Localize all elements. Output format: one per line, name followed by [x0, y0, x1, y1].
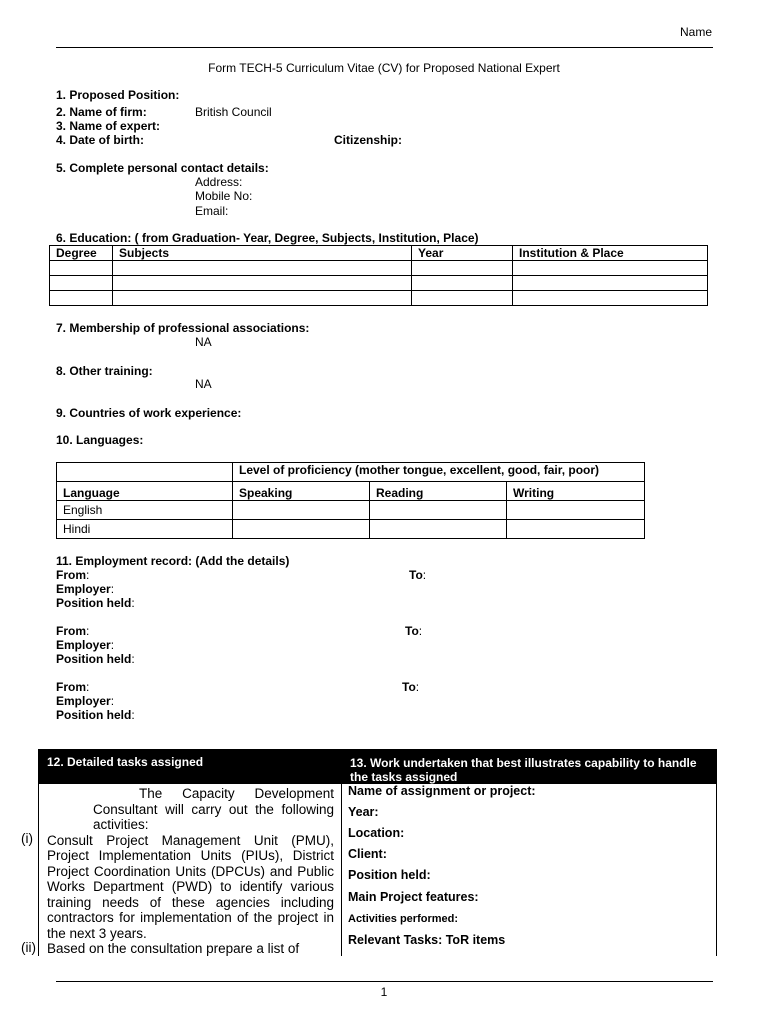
employer-label: Employer — [56, 638, 111, 652]
from-label: From — [56, 624, 86, 638]
position-held-label: Position held: — [348, 868, 431, 882]
table-row — [50, 291, 708, 306]
membership-value: NA — [195, 335, 212, 349]
header-name-label: Name — [679, 25, 712, 39]
employer-label: Employer — [56, 582, 111, 596]
table-row — [57, 520, 645, 539]
position-row — [56, 652, 135, 666]
colon: : — [415, 680, 420, 694]
page-number: 1 — [380, 985, 388, 999]
table-row — [57, 463, 645, 482]
from-row — [56, 624, 89, 638]
footer-rule — [56, 981, 713, 982]
table-header-cell: Reading — [370, 482, 507, 501]
activities-label: Activities performed: — [348, 913, 459, 925]
colon: : — [131, 652, 135, 666]
tasks-intro: The Capacity Development Consultant will carry out the following activities: — [93, 786, 334, 832]
task-marker: (ii) — [21, 940, 36, 955]
tasks-header-right: 13. Work undertaken that best illustrates capability to handle the tasks assigned — [342, 750, 716, 784]
table-cell[interactable] — [233, 501, 370, 520]
table-header-cell: Subjects — [113, 246, 412, 261]
education-title: 6. Education: ( from Graduation- Year, Degree, Subjects, Institution, Place) — [56, 231, 479, 245]
training-value: NA — [195, 377, 212, 391]
position-label: Position held — [56, 652, 132, 666]
table-row — [57, 482, 645, 501]
table-row — [50, 246, 708, 261]
language-name: English — [57, 501, 233, 520]
training-title: 8. Other training: — [56, 364, 153, 378]
table-header-cell: Speaking — [233, 482, 370, 501]
task-item: Consult Project Management Unit (PMU), Project Implementation Units (PIUs), District Project Coordination Units (DPCUs) and Public Works Department (PWD) to identify various training needs of these agencies including contractors for implementation of the project in the next 3 years. — [47, 832, 334, 941]
tasks-section — [38, 749, 717, 956]
table-cell[interactable] — [513, 291, 708, 306]
mobile-label: Mobile No: — [195, 189, 253, 203]
languages-title: 10. Languages: — [56, 433, 144, 447]
colon: : — [86, 568, 90, 582]
language-name: Hindi — [57, 520, 233, 539]
colon: : — [110, 694, 115, 708]
table-cell[interactable] — [50, 291, 113, 306]
task-marker: (i) — [21, 831, 33, 846]
table-row — [50, 276, 708, 291]
table-cell — [57, 463, 233, 482]
proficiency-header: Level of proficiency (mother tongue, excellent, good, fair, poor) — [233, 463, 645, 482]
table-header-cell: Institution & Place — [513, 246, 708, 261]
location-label: Location: — [348, 826, 405, 840]
project-features-label: Main Project features: — [348, 890, 479, 904]
table-cell[interactable] — [412, 261, 513, 276]
form-title: Form TECH-5 Curriculum Vitae (CV) for Proposed National Expert — [208, 61, 560, 75]
year-label: Year: — [348, 805, 379, 819]
from-row — [56, 680, 89, 694]
to-label: To — [402, 680, 416, 694]
table-cell[interactable] — [412, 276, 513, 291]
table-header-cell: Degree — [50, 246, 113, 261]
to-row — [405, 624, 422, 638]
colon: : — [110, 638, 115, 652]
table-cell[interactable] — [113, 261, 412, 276]
languages-table — [56, 462, 645, 539]
dob-label: 4. Date of birth: — [56, 133, 145, 147]
to-row — [409, 568, 426, 582]
firm-value: British Council — [195, 105, 272, 119]
colon: : — [86, 680, 90, 694]
position-row — [56, 708, 135, 722]
table-cell[interactable] — [50, 261, 113, 276]
table-cell[interactable] — [113, 276, 412, 291]
to-label: To — [409, 568, 423, 582]
from-row — [56, 568, 89, 582]
contact-title: 5. Complete personal contact details: — [56, 161, 269, 175]
employment-title: 11. Employment record: (Add the details) — [56, 554, 290, 568]
table-cell[interactable] — [513, 276, 708, 291]
to-label: To — [405, 624, 419, 638]
task-item: Based on the consultation prepare a list of — [47, 941, 300, 956]
table-cell[interactable] — [233, 520, 370, 539]
table-cell[interactable] — [412, 291, 513, 306]
column-divider — [341, 750, 342, 956]
assignment-name-label: Name of assignment or project: — [348, 784, 536, 798]
from-label: From — [56, 568, 86, 582]
to-row — [402, 680, 419, 694]
education-table — [49, 245, 708, 306]
table-row — [50, 261, 708, 276]
from-label: From — [56, 680, 86, 694]
colon: : — [86, 624, 90, 638]
position-label: Position held — [56, 596, 132, 610]
membership-title: 7. Membership of professional associations: — [56, 321, 310, 335]
email-label: Email: — [195, 204, 229, 218]
expert-label: 3. Name of expert: — [56, 119, 161, 133]
tasks-header-left: 12. Detailed tasks assigned — [39, 750, 341, 784]
table-cell[interactable] — [50, 276, 113, 291]
tasks-text — [47, 786, 334, 957]
countries-title: 9. Countries of work experience: — [56, 406, 242, 420]
header-rule — [56, 47, 713, 48]
relevant-tasks-label: Relevant Tasks: ToR items — [348, 933, 506, 947]
address-label: Address: — [195, 175, 243, 189]
table-cell[interactable] — [507, 501, 645, 520]
colon: : — [422, 568, 427, 582]
table-header-cell: Writing — [507, 482, 645, 501]
table-row — [57, 501, 645, 520]
colon: : — [418, 624, 423, 638]
proposed-position-label: 1. Proposed Position: — [56, 88, 180, 102]
employer-row — [56, 638, 114, 652]
colon: : — [131, 708, 135, 722]
table-cell[interactable] — [370, 520, 507, 539]
table-header-cell: Year — [412, 246, 513, 261]
firm-label: 2. Name of firm: — [56, 105, 147, 119]
employer-label: Employer — [56, 694, 111, 708]
table-cell[interactable] — [513, 261, 708, 276]
employer-row — [56, 694, 114, 708]
client-label: Client: — [348, 847, 387, 861]
colon: : — [110, 582, 115, 596]
table-header-cell: Language — [57, 482, 233, 501]
position-label: Position held — [56, 708, 132, 722]
citizenship-label: Citizenship: — [334, 133, 402, 147]
table-cell[interactable] — [113, 291, 412, 306]
table-cell[interactable] — [507, 520, 645, 539]
employer-row — [56, 582, 114, 596]
colon: : — [131, 596, 135, 610]
table-cell[interactable] — [370, 501, 507, 520]
position-row — [56, 596, 135, 610]
